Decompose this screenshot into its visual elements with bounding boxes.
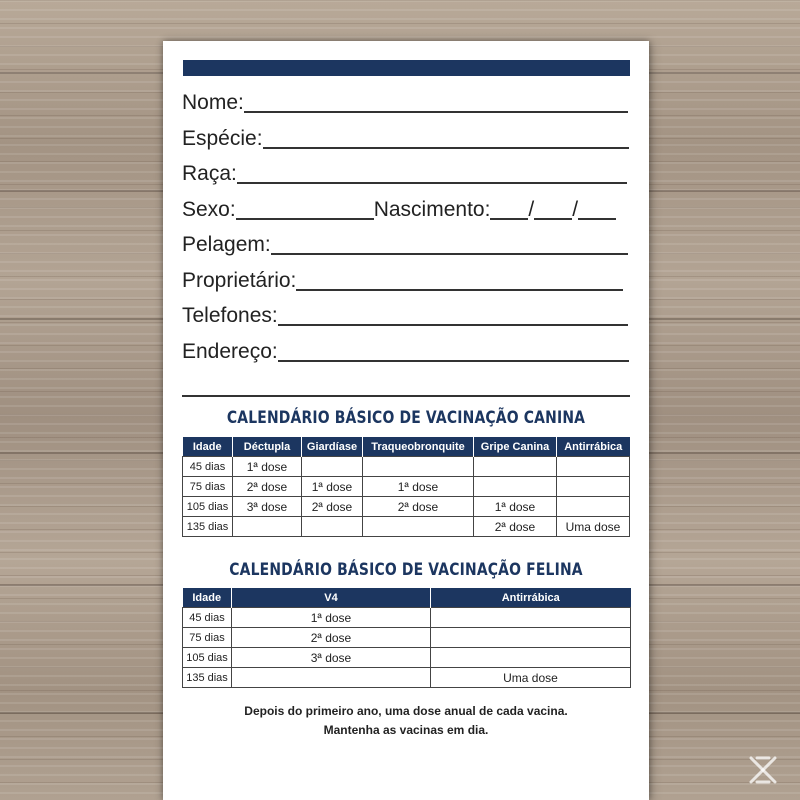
cell: 105 dias <box>183 497 233 517</box>
watermark-logo-icon <box>745 752 781 788</box>
cell <box>431 608 631 628</box>
table-row <box>183 477 630 497</box>
cell: 135 dias <box>183 668 232 688</box>
cell <box>302 517 363 537</box>
date-separator: / <box>528 198 535 221</box>
cell: 3ª dose <box>233 497 302 517</box>
table-row <box>183 648 631 668</box>
vaccination-card <box>163 41 649 800</box>
cell: 1ª dose <box>474 497 557 517</box>
table-row <box>183 457 630 477</box>
cell <box>363 517 474 537</box>
date-separator: / <box>572 198 579 221</box>
felina-title: CALENDÁRIO BÁSICO DE VACINAÇÃO FELINA <box>229 560 583 580</box>
cell <box>557 457 630 477</box>
cell: Uma dose <box>557 517 630 537</box>
table-header-row <box>183 437 630 457</box>
footer-line-2: Mantenha as vacinas em dia. <box>323 723 489 737</box>
cell: 105 dias <box>183 648 232 668</box>
cell <box>557 497 630 517</box>
table-row <box>183 608 631 628</box>
field-telefones[interactable] <box>182 302 628 328</box>
cell <box>474 477 557 497</box>
cell: 1ª dose <box>302 477 363 497</box>
header-bar <box>183 60 630 76</box>
cell <box>233 517 302 537</box>
cell: 1ª dose <box>232 608 431 628</box>
cell: 2ª dose <box>232 628 431 648</box>
field-label: Nascimento: <box>373 198 491 221</box>
fill-line[interactable] <box>236 198 374 220</box>
cell: 45 dias <box>183 608 232 628</box>
col-header: Gripe Canina <box>474 437 557 457</box>
field-label: Endereço: <box>182 340 278 363</box>
fill-line[interactable] <box>490 198 528 220</box>
cell <box>363 457 474 477</box>
field-label: Sexo: <box>182 198 236 221</box>
table-row <box>183 517 630 537</box>
table-row <box>183 497 630 517</box>
cell <box>474 457 557 477</box>
cell: Uma dose <box>431 668 631 688</box>
fill-line[interactable] <box>263 127 629 149</box>
fill-line[interactable] <box>578 198 616 220</box>
field-label: Pelagem: <box>182 233 271 256</box>
cell: 2ª dose <box>233 477 302 497</box>
field-label: Telefones: <box>182 304 278 327</box>
cell: 2ª dose <box>474 517 557 537</box>
col-header: Giardíase <box>302 437 363 457</box>
cell <box>431 648 631 668</box>
cell: 1ª dose <box>233 457 302 477</box>
canina-title: CALENDÁRIO BÁSICO DE VACINAÇÃO CANINA <box>226 408 586 428</box>
cell: 2ª dose <box>363 497 474 517</box>
cell <box>302 457 363 477</box>
fill-line[interactable] <box>182 375 630 397</box>
cell: 3ª dose <box>232 648 431 668</box>
felina-table <box>182 588 631 688</box>
field-raca[interactable] <box>182 160 627 186</box>
col-header: Déctupla <box>233 437 302 457</box>
cell <box>232 668 431 688</box>
canina-table <box>182 437 630 537</box>
fill-line[interactable] <box>296 269 623 291</box>
col-header: Antirrábica <box>557 437 630 457</box>
col-header: Idade <box>183 588 232 608</box>
field-endereco-continued[interactable] <box>182 373 630 399</box>
field-endereco[interactable] <box>182 338 629 364</box>
field-proprietario[interactable] <box>182 267 623 293</box>
table-row <box>183 628 631 648</box>
col-header: V4 <box>232 588 431 608</box>
fill-line[interactable] <box>271 233 628 255</box>
cell <box>557 477 630 497</box>
footer-line-1: Depois do primeiro ano, uma dose anual de cada vacina. <box>244 704 568 718</box>
field-especie[interactable] <box>182 125 629 151</box>
field-nome[interactable] <box>182 89 628 115</box>
fill-line[interactable] <box>278 304 628 326</box>
cell: 2ª dose <box>302 497 363 517</box>
col-header: Antirrábica <box>431 588 631 608</box>
cell: 75 dias <box>183 477 233 497</box>
field-label: Nome: <box>182 91 244 114</box>
fill-line[interactable] <box>237 162 627 184</box>
fill-line[interactable] <box>244 91 628 113</box>
fill-line[interactable] <box>534 198 572 220</box>
field-pelagem[interactable] <box>182 231 628 257</box>
field-label: Raça: <box>182 162 237 185</box>
cell <box>431 628 631 648</box>
field-label: Proprietário: <box>182 269 297 292</box>
fill-line[interactable] <box>278 340 629 362</box>
col-header: Traqueobronquite <box>363 437 474 457</box>
field-label: Espécie: <box>182 127 263 150</box>
table-header-row <box>183 588 631 608</box>
field-sexo-nascimento[interactable] <box>182 196 616 222</box>
cell: 45 dias <box>183 457 233 477</box>
cell: 1ª dose <box>363 477 474 497</box>
col-header: Idade <box>183 437 233 457</box>
table-row <box>183 668 631 688</box>
cell: 75 dias <box>183 628 232 648</box>
cell: 135 dias <box>183 517 233 537</box>
